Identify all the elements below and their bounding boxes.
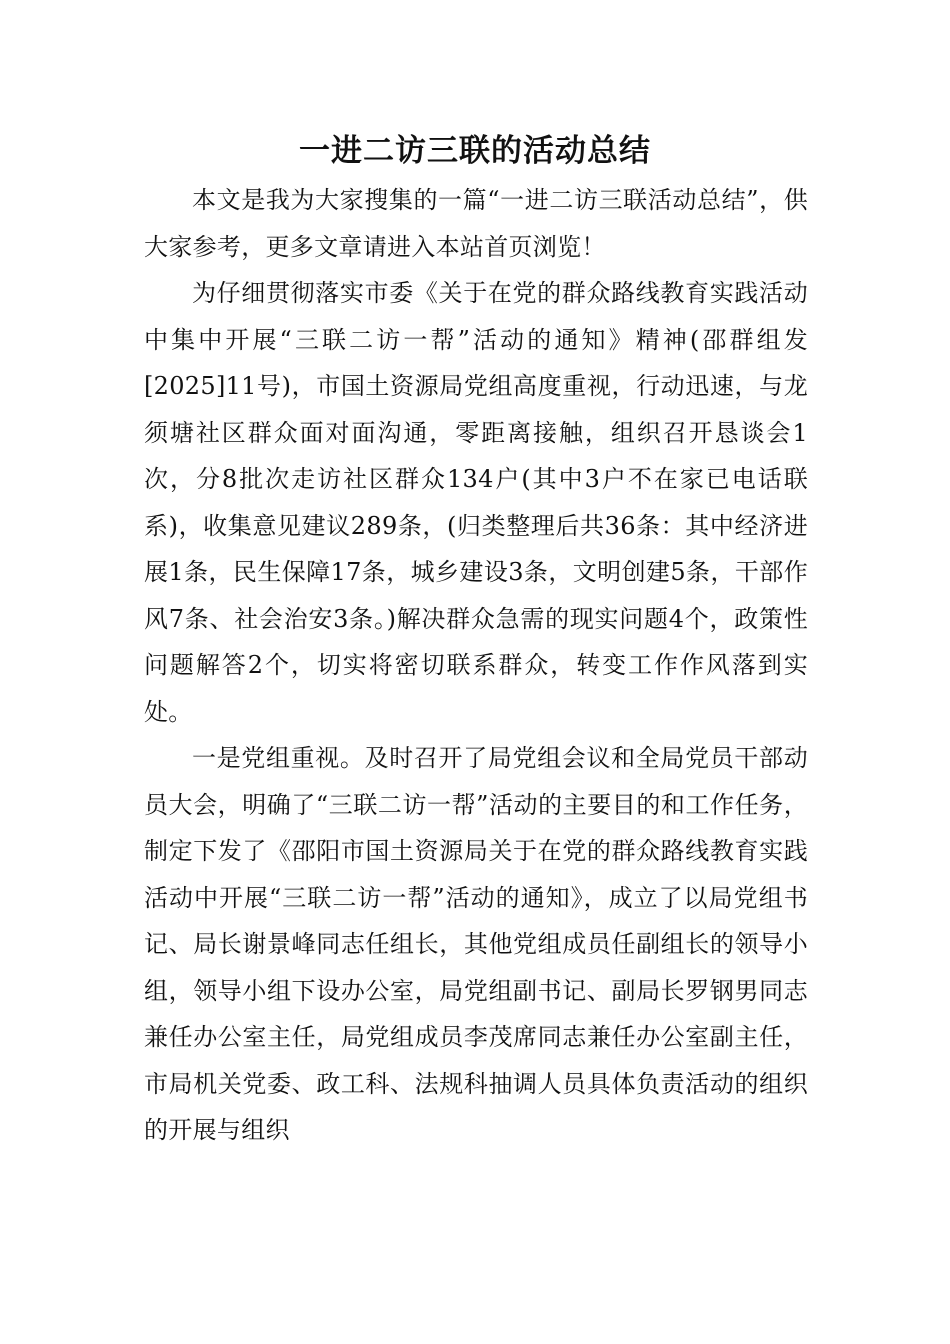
intro-paragraph: 本文是我为大家搜集的一篇“一进二访三联活动总结”，供大家参考，更多文章请进入本站首页浏览！ — [144, 186, 808, 261]
body-paragraph-1: 为仔细贯彻落实市委《关于在党的群众路线教育实践活动中集中开展“三联二访一帮”活动的通知》精神(邵群组发[2025]11号)，市国土资源局党组高度重视，行动迅速，与龙须塘社区群众面对面沟通，零距离接触，组织召开恳谈会1次，分8批次走访社区群众134户(其中3户不在家已电话联系)，收集意见建议289条，(归类整理后共36条：其中经济进展1条，民生保障17条，城乡建设3条，文明创建5条，干部作风7条、社会治安3条。)解决群众急需的现实问题4个，政策性问题解答2个，切实将密切联系群众，转变工作作风落到实处。 — [144, 279, 808, 726]
document-title: 一进二访三联的活动总结 — [299, 133, 651, 169]
document-body — [144, 177, 808, 1154]
body-paragraph-2: 一是党组重视。及时召开了局党组会议和全局党员干部动员大会，明确了“三联二访一帮”活动的主要目的和工作任务，制定下发了《邵阳市国土资源局关于在党的群众路线教育实践活动中开展“三联二访一帮”活动的通知》，成立了以局党组书记、局长谢景峰同志任组长，其他党组成员任副组长的领导小组，领导小组下设办公室，局党组副书记、副局长罗钢男同志兼任办公室主任，局党组成员李茂席同志兼任办公室副主任，市局机关党委、政工科、法规科抽调人员具体负责活动的组织的开展与组织 — [144, 744, 808, 1144]
